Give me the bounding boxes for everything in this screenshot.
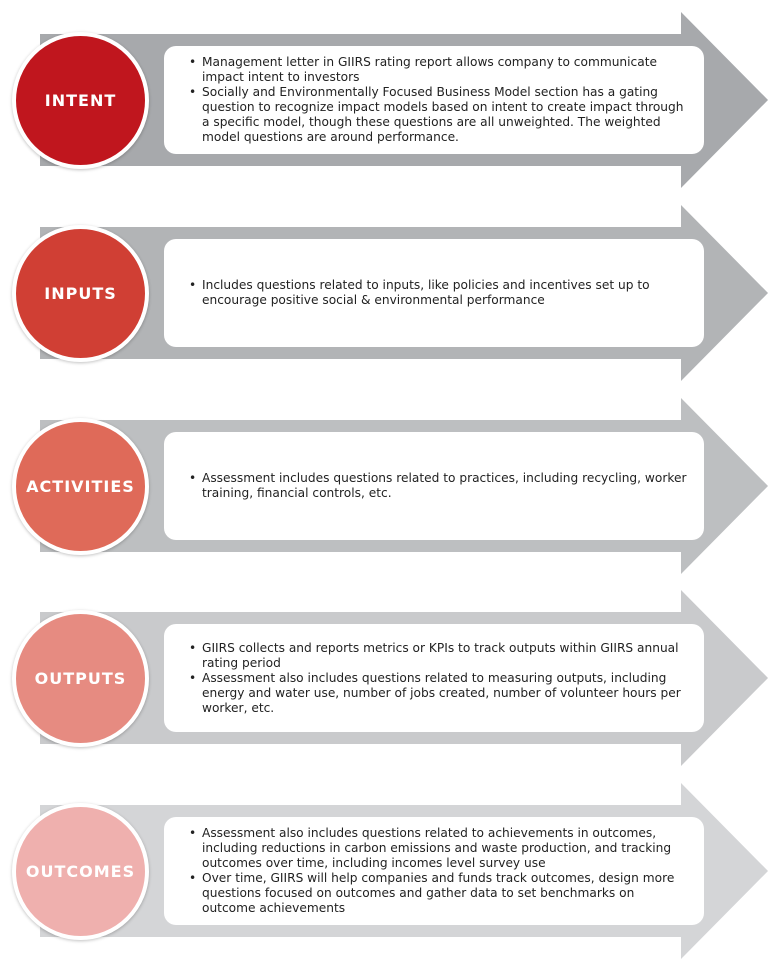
stage-label: INTENT xyxy=(44,91,117,110)
bullet-item: • GIIRS collects and reports metrics or KPIs to track outputs within GIIRS annual rating period xyxy=(188,641,688,671)
bullet-item: • Assessment also includes questions related to achievements in outcomes, including reductions in carbon emissions and waste production, and tracking outcomes over time, including incomes level survey use xyxy=(188,826,688,871)
stage-circle xyxy=(12,803,149,940)
content-box xyxy=(164,624,704,732)
content-box xyxy=(164,46,704,154)
bullet-list xyxy=(188,826,688,916)
content-box xyxy=(164,239,704,347)
bullet-list xyxy=(188,471,688,501)
bullet-item: • Over time, GIIRS will help companies and funds track outcomes, design more questions focused on outcomes and gather data to set benchmarks on outcome achievements xyxy=(188,871,688,916)
stage-activities xyxy=(0,398,781,574)
stage-circle xyxy=(12,225,149,362)
bullet-list xyxy=(188,278,688,308)
stage-inputs xyxy=(0,205,781,381)
stage-outcomes xyxy=(0,783,781,959)
content-box xyxy=(164,432,704,540)
stage-label: OUTPUTS xyxy=(34,669,127,688)
stage-label: OUTCOMES xyxy=(25,862,136,881)
stage-label: INPUTS xyxy=(44,284,117,303)
stage-circle xyxy=(12,610,149,747)
bullet-item: • Socially and Environmentally Focused Business Model section has a gating question to recognize impact models based on intent to create impact through a specific model, though these questions are all unweighted. The weighted model questions are around performance. xyxy=(188,85,688,145)
stage-label: ACTIVITIES xyxy=(26,477,135,496)
bullet-item: • Includes questions related to inputs, like policies and incentives set up to encourage positive social & environmental performance xyxy=(188,278,688,308)
bullet-item: • Assessment includes questions related to practices, including recycling, worker training, financial controls, etc. xyxy=(188,471,688,501)
stage-circle xyxy=(12,418,149,555)
stage-circle xyxy=(12,32,149,169)
bullet-item: • Assessment also includes questions related to measuring outputs, including energy and water use, number of jobs created, number of volunteer hours per worker, etc. xyxy=(188,671,688,716)
content-box xyxy=(164,817,704,925)
bullet-list xyxy=(188,641,688,716)
stage-outputs xyxy=(0,590,781,766)
stage-intent xyxy=(0,12,781,188)
bullet-item: • Management letter in GIIRS rating report allows company to communicate impact intent to investors xyxy=(188,55,688,85)
bullet-list xyxy=(188,55,688,145)
